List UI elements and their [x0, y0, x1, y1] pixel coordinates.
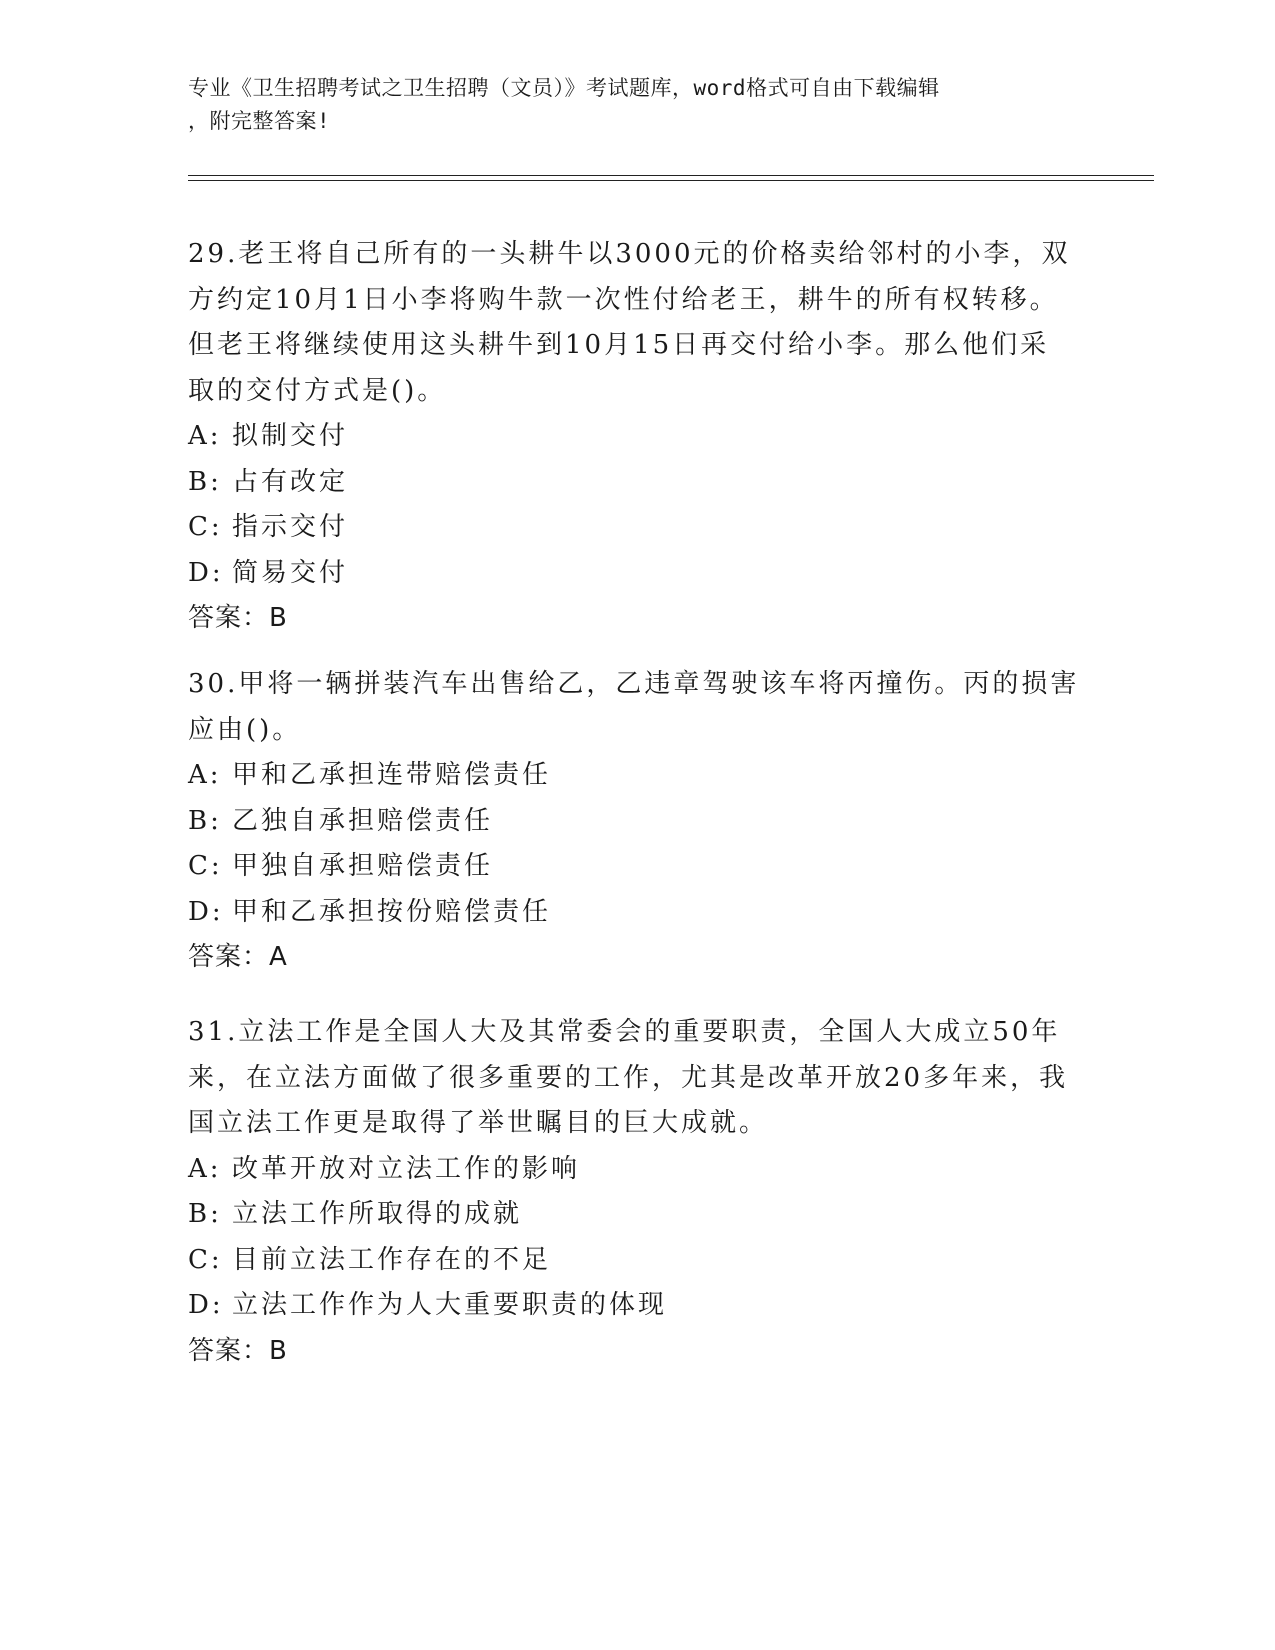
question-30: [188, 662, 1088, 981]
stem-line: 29.老王将自己所有的一头耕牛以3000元的价格卖给邻村的小李，双: [188, 239, 1071, 269]
option-b: [188, 460, 1088, 506]
option-d: [188, 1283, 1088, 1329]
stem-line: 但老王将继续使用这头耕牛到10月15日再交付给小李。那么他们采: [188, 330, 1050, 360]
option-letter: B:: [188, 805, 222, 836]
option-text: 立法工作所取得的成就: [232, 1199, 523, 1229]
header-line-1: 专业《卫生招聘考试之卫生招聘（文员）》考试题库，word格式可自由下载编辑: [188, 76, 940, 100]
stem-line: 30.甲将一辆拼装汽车出售给乙，乙违章驾驶该车将丙撞伤。丙的损害: [188, 669, 1080, 699]
option-c: [188, 1238, 1088, 1284]
option-letter: D:: [188, 1290, 224, 1320]
header-divider-bottom: [188, 180, 1154, 181]
answer-line: 答案：B: [188, 603, 288, 633]
option-letter: C:: [188, 1244, 223, 1275]
option-b: [188, 799, 1088, 845]
option-letter: C:: [188, 851, 223, 881]
option-a: [188, 414, 1088, 460]
option-text: 指示交付: [232, 512, 349, 542]
option-letter: C:: [188, 512, 223, 542]
option-b: [188, 1192, 1088, 1238]
stem-line: 31.立法工作是全国人大及其常委会的重要职责，全国人大成立50年: [188, 1017, 1061, 1047]
option-letter: B:: [188, 1199, 222, 1229]
option-c: [188, 505, 1088, 551]
option-letter: D:: [188, 557, 224, 588]
question-stem: [188, 662, 1088, 753]
option-text: 甲独自承担赔偿责任: [232, 851, 494, 881]
question-stem: [188, 1010, 1088, 1147]
stem-line: 来，在立法方面做了很多重要的工作，尤其是改革开放20多年来，我: [188, 1062, 1069, 1093]
option-letter: A:: [188, 760, 222, 790]
question-31: [188, 1010, 1088, 1374]
option-a: [188, 1147, 1088, 1193]
option-d: [188, 551, 1088, 597]
option-text: 简易交付: [232, 557, 349, 588]
header-line-2: ，附完整答案!: [188, 109, 331, 133]
question-29: [188, 232, 1088, 642]
document-header: [188, 72, 1068, 138]
option-text: 改革开放对立法工作的影响: [232, 1153, 581, 1184]
option-d: [188, 890, 1088, 936]
answer-line: 答案：B: [188, 1335, 288, 1366]
option-a: [188, 753, 1088, 799]
option-text: 拟制交付: [232, 421, 349, 451]
stem-line: 国立法工作更是取得了举世瞩目的巨大成就。: [188, 1108, 769, 1138]
option-text: 甲和乙承担按份赔偿责任: [232, 896, 552, 927]
header-divider-top: [188, 175, 1154, 176]
question-stem: [188, 232, 1088, 414]
option-c: [188, 844, 1088, 890]
option-letter: A:: [188, 1153, 222, 1184]
option-letter: A:: [188, 421, 222, 451]
option-text: 占有改定: [232, 466, 349, 497]
option-text: 目前立法工作存在的不足: [232, 1244, 552, 1275]
stem-line: 方约定10月1日小李将购牛款一次性付给老王，耕牛的所有权转移。: [188, 284, 1059, 315]
option-text: 立法工作作为人大重要职责的体现: [232, 1290, 668, 1320]
stem-line: 取的交付方式是()。: [188, 375, 447, 406]
answer-line: 答案：A: [188, 942, 288, 972]
stem-line: 应由()。: [188, 714, 302, 745]
option-text: 甲和乙承担连带赔偿责任: [232, 760, 552, 790]
option-letter: D:: [188, 896, 224, 927]
option-letter: B:: [188, 466, 222, 497]
option-text: 乙独自承担赔偿责任: [232, 805, 494, 836]
